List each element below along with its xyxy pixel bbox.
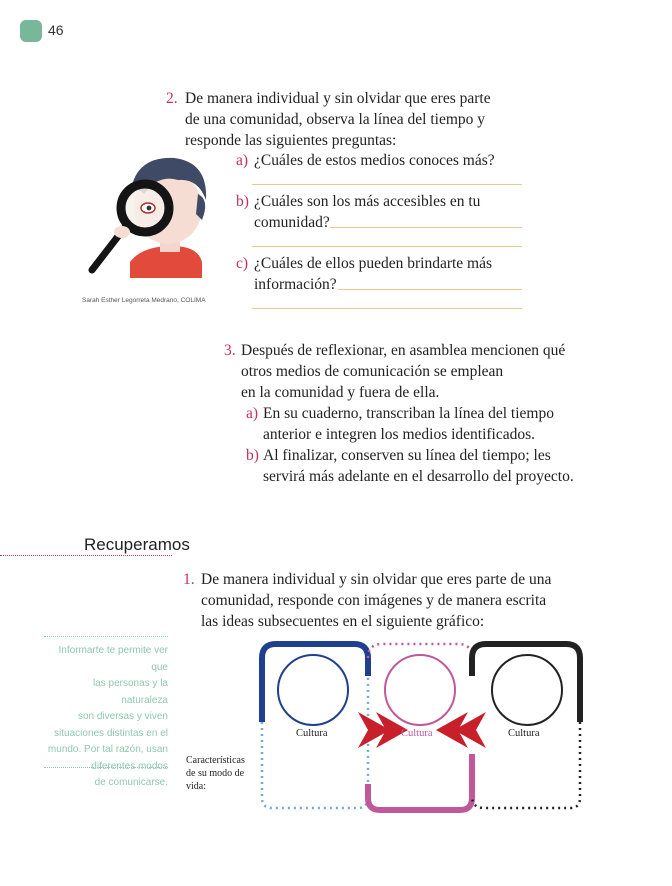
section-divider	[0, 555, 172, 556]
q3-line-1: Después de reflexionar, en asamblea mencionen qué	[241, 342, 566, 359]
sidebar-bottom-rule	[44, 767, 168, 768]
q3b-letter: b)	[246, 447, 259, 464]
answer-line-2b-2[interactable]	[252, 246, 522, 247]
culture-label-center: Cultura	[401, 728, 433, 739]
page-number: 46	[48, 22, 64, 38]
culture-label-right: Cultura	[508, 728, 540, 739]
q3-line-3: en la comunidad y fuera de ella.	[241, 384, 440, 401]
characteristics-label	[186, 754, 245, 793]
answer-line-2c-1[interactable]	[338, 289, 522, 290]
sidebar-line: diferentes modos	[91, 760, 168, 772]
q2-number: 2.	[166, 90, 178, 107]
illustration-caption: Sarah Esther Legorreta Medrano, COLIMA	[82, 297, 206, 304]
sidebar-top-rule	[44, 636, 168, 637]
r1-line-2: comunidad, responde con imágenes y de manera escrita	[201, 592, 547, 609]
q3a-text-1: En su cuaderno, transcriban la línea del tiempo	[263, 405, 554, 422]
q3-number: 3.	[224, 342, 236, 359]
q2a-text: ¿Cuáles de estos medios conoces más?	[254, 152, 495, 169]
q2-line-2: de una comunidad, observa la línea del tiempo y	[185, 111, 486, 128]
characteristics-line: vida:	[186, 781, 206, 792]
q2-line-3: responde las siguientes preguntas:	[185, 132, 397, 149]
q3a-text-2: anterior e integren los medios identificados.	[263, 426, 536, 443]
q2c-letter: c)	[236, 255, 249, 272]
answer-line-2b-1[interactable]	[330, 227, 522, 228]
q3-line-2: otros medios de comunicación se emplean	[241, 363, 504, 380]
pink-circle	[385, 655, 455, 725]
characteristics-line: Características	[186, 755, 245, 766]
q2b-text-1: ¿Cuáles son los más accesibles en tu	[254, 193, 481, 210]
sidebar-line: Informarte te permite ver que	[58, 645, 168, 673]
q2b-letter: b)	[236, 193, 249, 210]
sidebar-line: las personas y la naturaleza	[92, 678, 168, 706]
r1-number: 1.	[183, 571, 195, 588]
magnifier-illustration	[82, 150, 222, 280]
sidebar-line: situaciones distintas en el	[54, 727, 168, 739]
q2c-text-2: información?	[254, 276, 337, 293]
book-logo-icon	[20, 20, 42, 42]
sidebar-line: de comunicarse.	[94, 777, 168, 788]
sidebar-note	[44, 643, 168, 792]
answer-line-2c-2[interactable]	[252, 308, 522, 309]
r1-line-3: las ideas subsecuentes en el siguiente gráfico:	[201, 613, 485, 630]
sidebar-line: mundo. Por tal razón, usan	[47, 744, 168, 755]
section-title: Recuperamos	[84, 535, 190, 554]
q3a-letter: a)	[246, 405, 259, 422]
sidebar-line: son diversas y viven	[77, 711, 168, 722]
q3b-text-2: servirá más adelante en el desarrollo del proyecto.	[263, 468, 574, 485]
r1-line-1: De manera individual y sin olvidar que eres parte de una	[201, 571, 552, 588]
q2c-text-1: ¿Cuáles de ellos pueden brindarte más	[254, 255, 493, 272]
black-circle	[492, 655, 562, 725]
answer-line-2a[interactable]	[252, 184, 522, 185]
q2-line-1: De manera individual y sin olvidar que eres parte	[185, 90, 491, 107]
pink-frame	[368, 754, 472, 810]
pink-dotted-frame	[368, 644, 472, 676]
q3b-text-1: Al finalizar, conserven su línea del tiempo; les	[263, 447, 551, 464]
blue-circle	[278, 655, 348, 725]
characteristics-line: de su modo de	[186, 768, 245, 779]
q2a-letter: a)	[236, 152, 249, 169]
culture-diagram	[250, 636, 590, 816]
culture-label-left: Cultura	[296, 728, 328, 739]
q2b-text-2: comunidad?	[254, 214, 330, 231]
